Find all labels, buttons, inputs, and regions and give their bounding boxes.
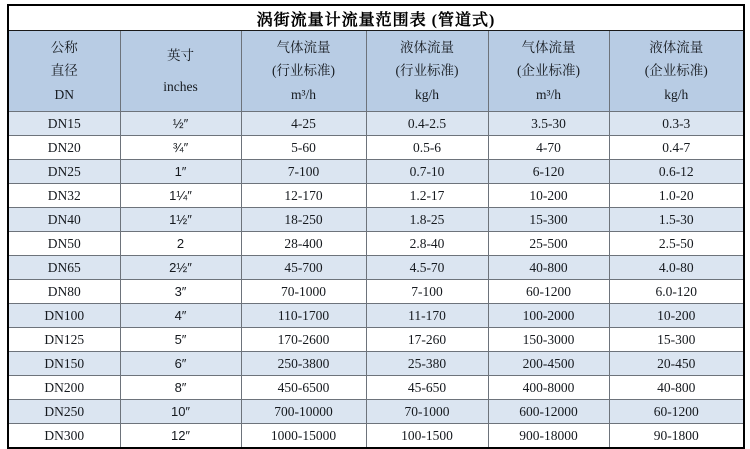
cell-gas-industry: 5-60 xyxy=(241,136,366,160)
cell-liquid-industry: 7-100 xyxy=(366,280,488,304)
cell-liquid-industry: 4.5-70 xyxy=(366,256,488,280)
header-line: (企业标准) xyxy=(644,63,708,79)
cell-liquid-enterprise: 60-1200 xyxy=(609,400,744,424)
cell-liquid-enterprise: 1.5-30 xyxy=(609,208,744,232)
table-row xyxy=(8,280,744,304)
header-lines xyxy=(9,31,120,111)
cell-inches: ½″ xyxy=(120,112,241,136)
cell-liquid-industry: 2.8-40 xyxy=(366,232,488,256)
cell-gas-industry: 7-100 xyxy=(241,160,366,184)
cell-liquid-industry: 0.4-2.5 xyxy=(366,112,488,136)
cell-inches: 2½″ xyxy=(120,256,241,280)
cell-inches: 12″ xyxy=(120,424,241,449)
header-lines xyxy=(121,31,241,111)
cell-gas-enterprise: 4-70 xyxy=(488,136,609,160)
header-line: 气体流量 xyxy=(521,39,576,55)
header-line: 气体流量 xyxy=(276,39,331,55)
cell-dn: DN300 xyxy=(8,424,120,449)
header-line: 公称 xyxy=(50,39,78,55)
header-lines xyxy=(242,31,366,111)
cell-inches: 2 xyxy=(120,232,241,256)
table-row xyxy=(8,184,744,208)
col-header-inches xyxy=(120,31,241,112)
cell-gas-enterprise: 900-18000 xyxy=(488,424,609,449)
cell-inches: 3″ xyxy=(120,280,241,304)
cell-gas-industry: 70-1000 xyxy=(241,280,366,304)
table-row xyxy=(8,232,744,256)
cell-liquid-industry: 11-170 xyxy=(366,304,488,328)
cell-dn: DN80 xyxy=(8,280,120,304)
cell-gas-enterprise: 400-8000 xyxy=(488,376,609,400)
col-header-liquid-enterprise xyxy=(609,31,744,112)
cell-liquid-industry: 70-1000 xyxy=(366,400,488,424)
cell-gas-enterprise: 100-2000 xyxy=(488,304,609,328)
cell-gas-enterprise: 60-1200 xyxy=(488,280,609,304)
table-row xyxy=(8,304,744,328)
cell-gas-enterprise: 3.5-30 xyxy=(488,112,609,136)
cell-gas-enterprise: 6-120 xyxy=(488,160,609,184)
cell-inches: 1½″ xyxy=(120,208,241,232)
col-header-gas-industry xyxy=(241,31,366,112)
cell-liquid-industry: 25-380 xyxy=(366,352,488,376)
cell-liquid-enterprise: 2.5-50 xyxy=(609,232,744,256)
flow-range-table xyxy=(7,4,745,449)
flow-range-table-container xyxy=(7,4,743,443)
header-line: DN xyxy=(54,86,74,102)
header-line: 液体流量 xyxy=(649,39,704,55)
header-line: m³/h xyxy=(535,86,562,102)
cell-inches: ¾″ xyxy=(120,136,241,160)
header-line: m³/h xyxy=(290,86,317,102)
header-row xyxy=(8,31,744,112)
cell-gas-industry: 250-3800 xyxy=(241,352,366,376)
table-row xyxy=(8,400,744,424)
cell-dn: DN100 xyxy=(8,304,120,328)
cell-dn: DN25 xyxy=(8,160,120,184)
cell-dn: DN50 xyxy=(8,232,120,256)
table-row xyxy=(8,328,744,352)
cell-inches: 1″ xyxy=(120,160,241,184)
header-line: 英寸 xyxy=(167,47,194,63)
cell-liquid-enterprise: 4.0-80 xyxy=(609,256,744,280)
cell-gas-industry: 1000-15000 xyxy=(241,424,366,449)
header-lines xyxy=(610,31,744,111)
col-header-dn xyxy=(8,31,120,112)
table-body xyxy=(8,112,744,449)
cell-gas-industry: 18-250 xyxy=(241,208,366,232)
cell-inches: 5″ xyxy=(120,328,241,352)
cell-liquid-industry: 1.8-25 xyxy=(366,208,488,232)
header-line: (企业标准) xyxy=(517,63,580,79)
table-row xyxy=(8,256,744,280)
cell-gas-enterprise: 15-300 xyxy=(488,208,609,232)
header-line: kg/h xyxy=(664,86,689,102)
cell-liquid-industry: 17-260 xyxy=(366,328,488,352)
cell-liquid-enterprise: 1.0-20 xyxy=(609,184,744,208)
cell-liquid-industry: 45-650 xyxy=(366,376,488,400)
col-header-gas-enterprise xyxy=(488,31,609,112)
table-row xyxy=(8,376,744,400)
cell-liquid-enterprise: 40-800 xyxy=(609,376,744,400)
cell-inches: 6″ xyxy=(120,352,241,376)
cell-dn: DN20 xyxy=(8,136,120,160)
cell-gas-industry: 12-170 xyxy=(241,184,366,208)
cell-gas-industry: 170-2600 xyxy=(241,328,366,352)
cell-inches: 10″ xyxy=(120,400,241,424)
cell-gas-industry: 28-400 xyxy=(241,232,366,256)
table-title: 涡街流量计流量范围表 (管道式) xyxy=(8,5,744,31)
cell-dn: DN32 xyxy=(8,184,120,208)
cell-liquid-enterprise: 6.0-120 xyxy=(609,280,744,304)
cell-liquid-enterprise: 0.3-3 xyxy=(609,112,744,136)
table-row xyxy=(8,160,744,184)
table-row xyxy=(8,136,744,160)
cell-liquid-enterprise: 10-200 xyxy=(609,304,744,328)
cell-gas-enterprise: 150-3000 xyxy=(488,328,609,352)
cell-gas-industry: 4-25 xyxy=(241,112,366,136)
header-line: inches xyxy=(163,78,198,94)
cell-liquid-industry: 100-1500 xyxy=(366,424,488,449)
table-row xyxy=(8,112,744,136)
title-row xyxy=(8,5,744,31)
cell-liquid-enterprise: 15-300 xyxy=(609,328,744,352)
cell-gas-enterprise: 600-12000 xyxy=(488,400,609,424)
cell-liquid-industry: 0.7-10 xyxy=(366,160,488,184)
cell-gas-enterprise: 10-200 xyxy=(488,184,609,208)
cell-dn: DN150 xyxy=(8,352,120,376)
header-line: 直径 xyxy=(50,63,78,79)
cell-liquid-industry: 0.5-6 xyxy=(366,136,488,160)
col-header-liquid-industry xyxy=(366,31,488,112)
cell-liquid-industry: 1.2-17 xyxy=(366,184,488,208)
cell-dn: DN250 xyxy=(8,400,120,424)
cell-dn: DN125 xyxy=(8,328,120,352)
table-row xyxy=(8,352,744,376)
cell-gas-enterprise: 40-800 xyxy=(488,256,609,280)
table-row xyxy=(8,208,744,232)
header-lines xyxy=(367,31,488,111)
cell-inches: 1¼″ xyxy=(120,184,241,208)
cell-liquid-enterprise: 20-450 xyxy=(609,352,744,376)
header-line: (行业标准) xyxy=(272,63,335,79)
cell-inches: 8″ xyxy=(120,376,241,400)
cell-gas-industry: 45-700 xyxy=(241,256,366,280)
cell-liquid-enterprise: 0.6-12 xyxy=(609,160,744,184)
header-lines xyxy=(489,31,609,111)
cell-inches: 4″ xyxy=(120,304,241,328)
cell-liquid-enterprise: 0.4-7 xyxy=(609,136,744,160)
table-row xyxy=(8,424,744,449)
cell-gas-enterprise: 25-500 xyxy=(488,232,609,256)
cell-dn: DN15 xyxy=(8,112,120,136)
cell-gas-industry: 700-10000 xyxy=(241,400,366,424)
header-line: (行业标准) xyxy=(395,63,459,79)
cell-dn: DN65 xyxy=(8,256,120,280)
cell-gas-industry: 110-1700 xyxy=(241,304,366,328)
cell-gas-industry: 450-6500 xyxy=(241,376,366,400)
cell-dn: DN200 xyxy=(8,376,120,400)
cell-dn: DN40 xyxy=(8,208,120,232)
cell-gas-enterprise: 200-4500 xyxy=(488,352,609,376)
cell-liquid-enterprise: 90-1800 xyxy=(609,424,744,449)
header-line: 液体流量 xyxy=(400,39,454,55)
header-line: kg/h xyxy=(414,86,439,102)
